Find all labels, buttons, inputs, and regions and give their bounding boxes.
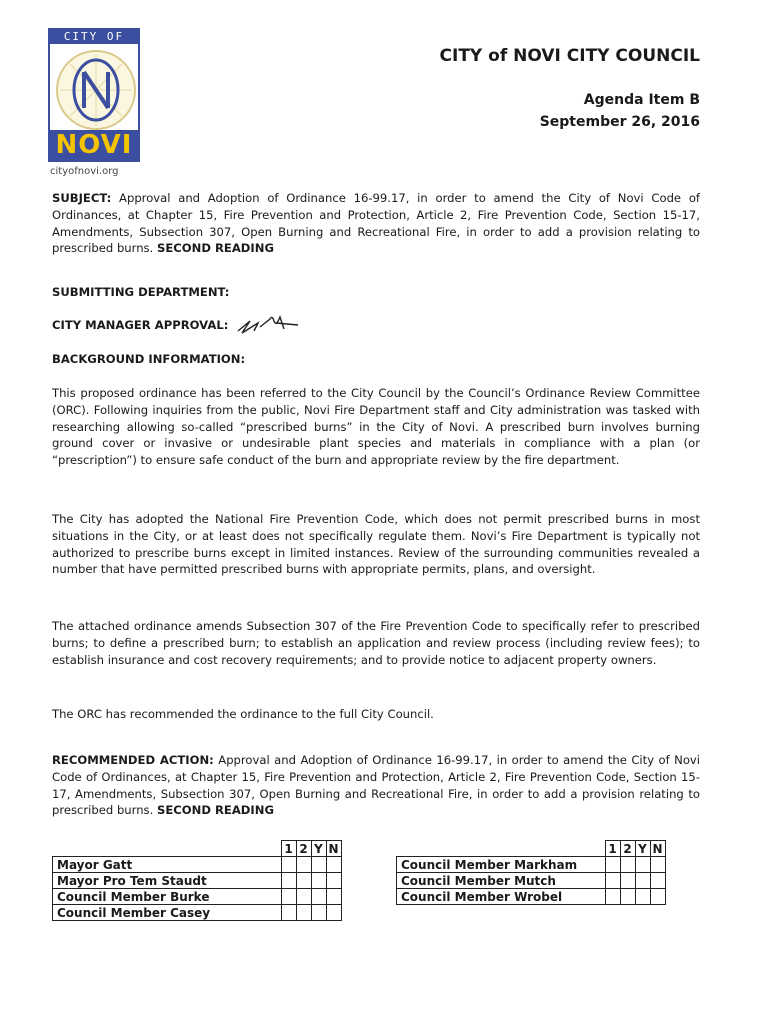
council-member-name: Council Member Mutch xyxy=(397,873,606,889)
vote-row xyxy=(53,873,342,889)
subject-reading: SECOND READING xyxy=(156,241,274,256)
vote-row xyxy=(397,873,666,889)
background-paragraph: The City has adopted the National Fire Prevention Code, which does not permit prescribed burns in most situations in the City, or at least does not specifically regulate them. Novi’s Fire Department is typically not authorized to prescribe burns except in limited instances. Review of the surrounding communities revealed a number that have permitted prescribed burns with appropriate permits, plans, and oversight. xyxy=(52,512,700,577)
signature-icon xyxy=(236,313,308,337)
council-member-name: Council Member Wrobel xyxy=(397,889,606,905)
subject-text: Approval and Adoption of Ordinance 16-99.17, in order to amend the City of Novi Code of Ordinances, at Chapter 15, Fire Prevention and Protection, Article 2, Fire Prevention Code, Section 15-17, Amendments, Subsection 307, Open Burning and Recreational Fire, in order to add a provision relating to prescribed burns. xyxy=(52,191,700,256)
background-label: BACKGROUND INFORMATION: xyxy=(52,352,246,366)
background-paragraph: The ORC has recommended the ordinance to the full City Council. xyxy=(52,707,434,721)
vote-header-n: N xyxy=(650,841,665,857)
council-member-name: Council Member Casey xyxy=(53,905,282,921)
recommended-action-reading: SECOND READING xyxy=(156,803,274,818)
vote-table-left xyxy=(52,840,342,921)
vote-row xyxy=(53,857,342,873)
vote-row xyxy=(53,889,342,905)
vote-header-n: N xyxy=(326,841,341,857)
recommended-action-section xyxy=(52,752,700,819)
background-paragraph: The attached ordinance amends Subsection 307 of the Fire Prevention Code to specifically refer to prescribed burns; to define a prescribed burn; to establish an application and review process (including review fees); to establish insurance and cost recovery requirements; and to provide notice to adjacent property owners. xyxy=(52,619,700,667)
subject-section xyxy=(52,190,700,257)
logo-monogram-icon xyxy=(58,52,134,128)
recommended-action-label: RECOMMENDED ACTION: xyxy=(52,753,214,767)
vote-header-1: 1 xyxy=(281,841,296,857)
vote-header-y: Y xyxy=(311,841,326,857)
logo-top-text: CITY OF xyxy=(50,30,138,44)
logo-url: cityofnovi.org xyxy=(50,166,119,177)
vote-header-row xyxy=(53,841,342,857)
council-member-name: Council Member Markham xyxy=(397,857,606,873)
background-paragraph: This proposed ordinance has been referred to the City Council by the Council’s Ordinance Review Committee (ORC). Following inquiries from the public, Novi Fire Department staff and City administration was tasked with researching allowing so-called “prescribed burns” in the City of Novi. A prescribed burn involves burning ground cover or invasive or undesirable plant species and materials in compliance with a plan (or “prescription”) to ensure safe conduct of the burn and appropriate review by the fire department. xyxy=(52,386,700,468)
vote-header-row xyxy=(397,841,666,857)
vote-row xyxy=(53,905,342,921)
council-member-name: Mayor Gatt xyxy=(53,857,282,873)
council-member-name: Council Member Burke xyxy=(53,889,282,905)
council-member-name: Mayor Pro Tem Staudt xyxy=(53,873,282,889)
logo-emblem xyxy=(56,50,136,130)
logo-bottom-text: NOVI xyxy=(50,130,138,160)
agenda-item: Agenda Item B xyxy=(583,92,700,108)
city-seal xyxy=(48,28,140,162)
meeting-date: September 26, 2016 xyxy=(539,114,700,130)
vote-header-2: 2 xyxy=(296,841,311,857)
council-title: CITY of NOVI CITY COUNCIL xyxy=(439,46,700,66)
vote-table-right xyxy=(396,840,666,905)
city-manager-approval-label: CITY MANAGER APPROVAL: xyxy=(52,318,229,332)
city-manager-approval xyxy=(52,313,700,337)
recommended-action-text: Approval and Adoption of Ordinance 16-99.17, in order to amend the City of Novi Code of Ordinances, at Chapter 15, Fire Prevention and Protection, Article 2, Fire Prevention Code, Section 15-17, Amendments, Subsection 307, Open Burning and Recreational Fire, in order to add a provision relating to prescribed burns. xyxy=(52,753,701,818)
vote-row xyxy=(397,889,666,905)
subject-label: SUBJECT: xyxy=(52,191,112,205)
vote-header-2: 2 xyxy=(620,841,635,857)
vote-row xyxy=(397,857,666,873)
vote-header-y: Y xyxy=(635,841,650,857)
submitting-department-label: SUBMITTING DEPARTMENT: xyxy=(52,285,230,299)
city-logo xyxy=(48,28,140,177)
vote-header-1: 1 xyxy=(605,841,620,857)
